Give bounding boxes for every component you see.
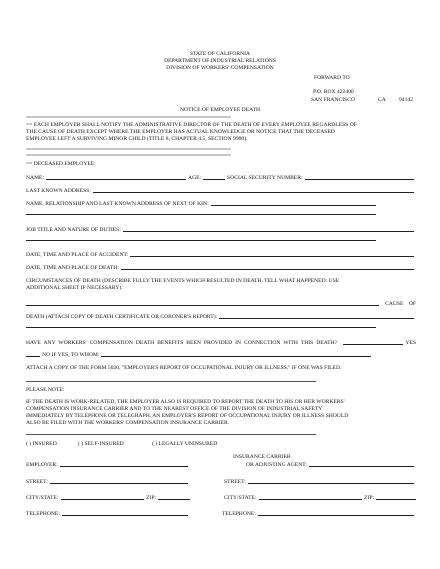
carrier-street-field[interactable] [248, 483, 414, 484]
age-label: AGE: [188, 175, 202, 181]
forward-city: SAN FRANCISCO [311, 97, 355, 103]
name-row [26, 175, 416, 181]
forward-zip: 94142 [399, 97, 413, 103]
forward-po-box: P.O. BOX 422400 [313, 89, 354, 95]
next-of-kin-line-2[interactable] [26, 214, 376, 215]
notice-line-1: == EACH EMPLOYER SHALL NOTIFY THE ADMINISTRATIVE DIRECTOR OF THE DEATH OF EVERY EMPLOYEE REGARDLESS OF [26, 122, 357, 128]
death-certificate-label: DEATH (ATTACH COPY OF DEATH CERTIFICATE OR CORONER'S REPORT): [26, 314, 218, 320]
circumstances-field[interactable] [26, 305, 379, 306]
carrier-row [219, 462, 416, 468]
death-label: DATE, TIME AND PLACE OF DEATH: [26, 265, 119, 271]
name-label: NAME: [26, 175, 45, 181]
self-insured-checkbox[interactable]: ( ) SELF-INSURED [78, 441, 124, 447]
please-note-line-4: ALSO BE FILED WITH THE WORKERS' COMPENSATION INSURANCE CARRIER. [26, 420, 230, 426]
circumstances-line-1: CIRCUMSTANCES OF DEATH (DESCRIBE FULLY THE EVENTS WHICH RESULTED IN DEATH. TELL WHAT HAPPENED: USE [26, 278, 340, 284]
carrier-zip-label: ZIP: [364, 495, 374, 501]
carrier-phone-field[interactable] [258, 515, 414, 516]
benefits-yes-field[interactable] [343, 344, 403, 345]
insurance-carrier-label-2: OR ADJUSTING AGENT: [246, 462, 307, 468]
separator-bottom: ================================================================================ [26, 147, 231, 153]
separator-bottom-2: ================================================================================ [26, 153, 231, 159]
divider-please-note [26, 381, 316, 382]
employer-phone-field[interactable] [62, 515, 188, 516]
employer-street-label: STREET: [26, 479, 48, 485]
last-known-address-field[interactable] [93, 192, 414, 193]
circumstances-line-2: ADDITIONAL SHEET IF NECESSARY): [26, 285, 123, 291]
employer-city-field[interactable] [61, 499, 145, 500]
header-department: DEPARTMENT OF INDUSTRIAL RELATIONS [164, 58, 276, 64]
kin-row [26, 201, 416, 207]
cause-of-label: CAUSE OF [385, 301, 416, 307]
forward-state: CA [378, 97, 386, 103]
separator-top: ================================================================================ [26, 115, 231, 121]
carrier-phone-row [222, 511, 416, 517]
last-known-address-label: LAST KNOWN ADDRESS: [26, 188, 91, 194]
employer-label: EMPLOYER: [26, 462, 58, 468]
employer-row [26, 462, 190, 468]
carrier-zip-field[interactable] [376, 499, 416, 500]
certificate-row [26, 314, 416, 320]
carrier-city-label: CITY/STATE: [224, 495, 257, 501]
death-certificate-line-2[interactable] [26, 327, 376, 328]
employer-street-field[interactable] [50, 483, 188, 484]
header-division: DIVISION OF WORKERS' COMPENSATION [166, 65, 274, 71]
death-certificate-field[interactable] [219, 318, 414, 319]
job-title-line-2[interactable] [26, 240, 376, 241]
employer-phone-label: TELEPHONE: [26, 511, 60, 517]
address-row [26, 188, 416, 194]
carrier-street-label: STREET: [224, 479, 246, 485]
name-field[interactable] [46, 179, 186, 180]
cause-row [26, 301, 416, 307]
insurance-carrier-label-1: INSURANCE CARRIER [233, 454, 291, 460]
circumstances-text [26, 278, 416, 292]
benefits-no-field[interactable] [26, 356, 40, 357]
benefits-row [26, 340, 416, 346]
attach-form-5020: ATTACH A COPY OF THE FORM 5020, "EMPLOYER'S REPORT OF OCCUPATIONAL INJURY OR ILLNESS," IF ONE WAS FILED. [26, 365, 342, 371]
header-state: STATE OF CALIFORNIA [189, 51, 251, 57]
benefits-yes-label: YES [405, 340, 416, 346]
death-field[interactable] [121, 269, 414, 270]
please-note-line-2: COMPENSATION INSURANCE CARRIER AND TO THE NEAREST OFFICE OF THE DIVISION OF INDUSTRIAL SAFETY [26, 406, 323, 412]
forward-to-label: FORWARD TO [314, 75, 350, 81]
accident-field[interactable] [130, 256, 414, 257]
accident-label: DATE, TIME AND PLACE OF ACCIDENT: [26, 252, 129, 258]
form-title: NOTICE OF EMPLOYEE DEATH [179, 107, 261, 113]
death-row [26, 265, 416, 271]
ssn-field[interactable] [305, 179, 414, 180]
notice-paragraph [26, 122, 416, 143]
employer-zip-field[interactable] [158, 499, 190, 500]
carrier-phone-label: TELEPHONE: [222, 511, 256, 517]
deceased-heading: == DECEASED EMPLOYEE: [26, 161, 96, 167]
employer-city-label: CITY/STATE: [26, 495, 59, 501]
accident-row [26, 252, 416, 258]
carrier-street-row [224, 479, 416, 485]
age-field[interactable] [203, 179, 225, 180]
to-whom-field[interactable] [101, 356, 371, 357]
employer-zip-label: ZIP: [146, 495, 156, 501]
legally-uninsured-checkbox[interactable]: ( ) LEGALLY UNINSURED [152, 441, 218, 447]
job-title-label: JOB TITLE AND NATURE OF DUTIES: [26, 227, 121, 233]
please-note-paragraph [26, 399, 416, 427]
next-of-kin-field[interactable] [211, 205, 376, 206]
benefits-question: HAVE ANY WORKERS' COMPENSATION DEATH BENEFITS BEEN PROVIDED IN CONNECTION WITH THIS DEATH? [26, 340, 338, 346]
insurance-carrier-field[interactable] [309, 466, 414, 467]
ssn-label: SOCIAL SECURITY NUMBER: [227, 175, 303, 181]
job-row [26, 227, 416, 233]
employer-city-row [26, 495, 190, 501]
please-note-line-3: IMMEDIATELY BY TELEPHONE OR TELEGRAPH. AN EMPLOYER'S REPORT OF OCCUPATIONAL INJURY OR ILLNESS SHOULD [26, 413, 349, 419]
divider-insurance [26, 434, 316, 435]
carrier-city-row [224, 495, 416, 501]
next-of-kin-label: NAME, RELATIONSHIP AND LAST KNOWN ADDRESS OF NEXT OF KIN: [26, 201, 209, 207]
employer-phone-row [26, 511, 190, 517]
employer-field[interactable] [60, 466, 188, 467]
insured-checkbox[interactable]: ( ) INSURED [26, 441, 57, 447]
to-whom-label: NO IF YES, TO WHOM: [42, 352, 100, 358]
employer-street-row [26, 479, 190, 485]
please-note-line-1: IF THE DEATH IS WORK-RELATED, THE EMPLOYER ALSO IS REQUIRED TO REPORT THE DEATH TO HIS OR HER WORKERS' [26, 399, 345, 405]
to-whom-row [26, 352, 416, 358]
notice-line-2: THE CAUSE OF DEATH EXCEPT WHERE THE EMPLOYER HAS ACTUAL KNOWLEDGE OR NOTICE THAT THE DECEASED [26, 129, 335, 135]
carrier-city-field[interactable] [259, 499, 363, 500]
please-note-heading: PLEASE NOTE: [26, 387, 65, 393]
notice-line-3: EMPLOYEE LEFT A SURVIVING MINOR CHILD (TITLE 8, CHAPTER 4.5, SECTION 9900). [26, 136, 248, 142]
job-title-field[interactable] [123, 231, 414, 232]
